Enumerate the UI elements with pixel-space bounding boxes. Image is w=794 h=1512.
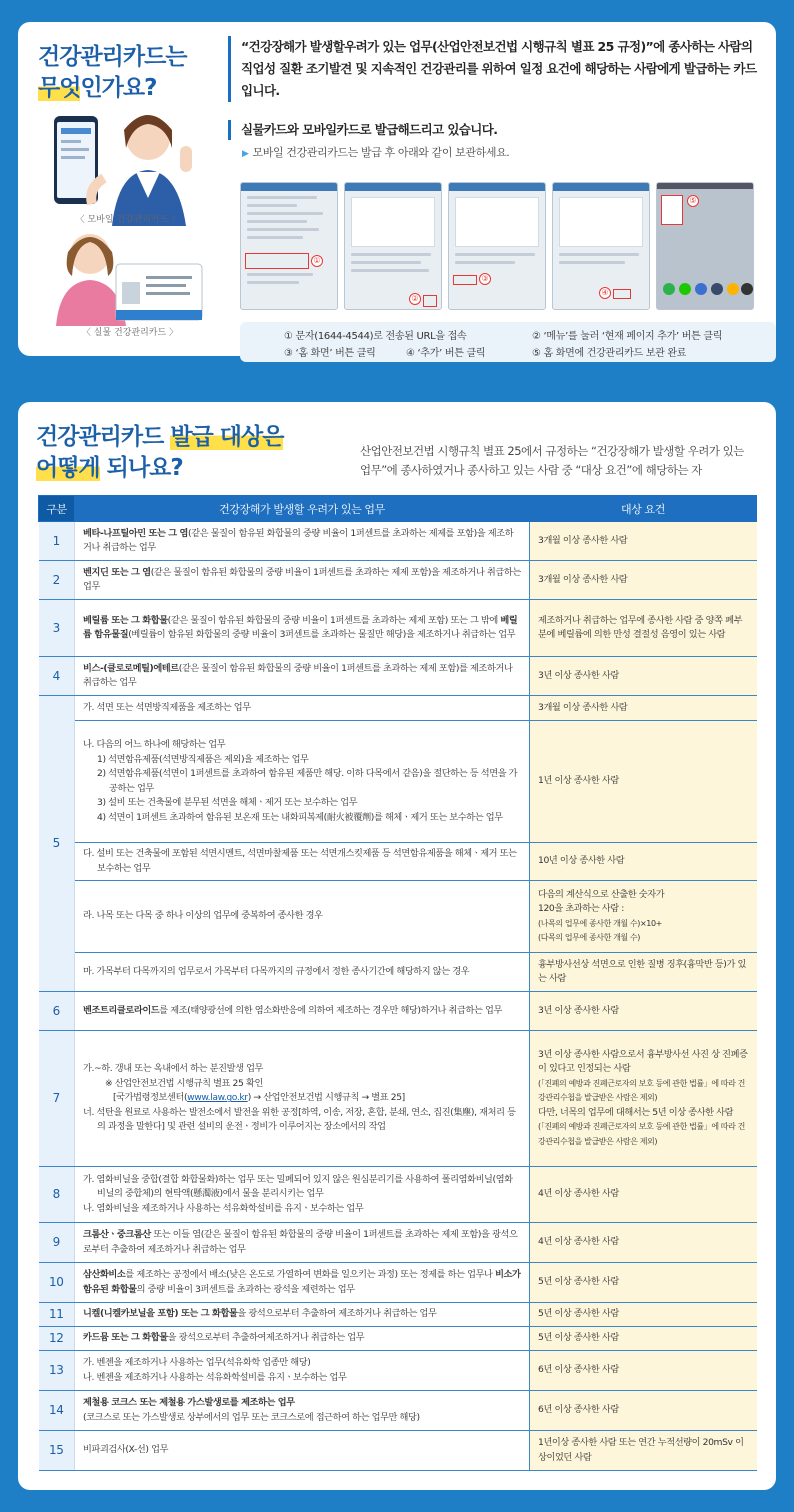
table-row: 라. 나목 또는 다목 중 하나 이상의 업무에 중복하여 종사한 경우 다음의 계산식으로 산출한 숫자가 120을 초과하는 사람 : (나목의 업무에 종사한 개월 수)×10+ (다목의 업무에 종사한 개월 수) [39,881,757,953]
issue-heading: 실물카드와 모바일카드로 발급해드리고 있습니다. [228,120,758,140]
header-work: 건강장해가 발생할 우려가 있는 업무 [75,496,530,522]
table-row: 9 크롬산ㆍ중크롬산 또는 이들 염(같은 물질이 함유된 화합물의 중량 비율이 1퍼센트를 초과하는 제제 포함)을 광석으로부터 추출하여 제조하거나 취급하는 업무 4년 이상 종사한 사람 [39,1223,757,1263]
issue-subtext: ▶ 모바일 건강관리카드는 발급 후 아래와 같이 보관하세요. [242,146,510,159]
intro-title: 건강관리카드는 무엇인가요? [38,44,187,101]
step-screen-4: ④ [552,182,650,310]
intro-card [18,22,776,359]
step-4: ④ ‘추가’ 버튼 클릭 [406,348,486,359]
table-row: 12 카드뮴 또는 그 화합물을 광석으로부터 추출하여제조하거나 취급하는 업무 5년 이상 종사한 사람 [39,1327,757,1351]
step-2: ② ‘메뉴’를 눌러 ‘현재 페이지 추가’ 버튼 클릭 [532,331,723,342]
step-screen-2: ② [344,182,442,310]
table-row: 1 베타-나프틸아민 또는 그 염(같은 물질이 함유된 화합물의 중량 비율이 1퍼센트를 초과하는 제제를 포함)을 제조하거나 취급하는 업무 3개월 이상 종사한 사람 [39,522,757,561]
step-screen-1: ① [240,182,338,310]
arrow-icon: ▶ [242,149,249,159]
table-row: 마. 가목부터 다목까지의 업무로서 가목부터 다목까지의 규정에서 정한 종사기간에 해당하지 않는 경우 흉부방사선상 석면으로 인한 질병 징후(흉막반 등)가 있는 사람 [39,953,757,992]
table-row: 14 제철용 코크스 또는 제철용 가스발생로를 제조하는 업무 (코크스로 또는 가스발생로 상부에서의 업무 또는 코크스로에 접근하여 하는 업무만 해당) 6년 이상 종사한 사람 [39,1391,757,1431]
header-no: 구분 [39,496,75,522]
physical-card-illustration [46,226,210,326]
table-row: 4 비스-(클로로메틸)에테르(같은 물질이 함유된 화합물의 중량 비율이 1퍼센트를 초과하는 제제 포함)를 제조하거나 취급하는 업무 3년 이상 종사한 사람 [39,657,757,696]
steps-legend [240,322,776,362]
table-row: 다. 설비 또는 건축물에 포함된 석면시멘트, 석면마찰제품 또는 석면개스킷제품 등 석면함유제품을 해체ㆍ제거 또는 보수하는 업무 10년 이상 종사한 사람 [39,843,757,881]
table-row: 10 삼산화비소를 제조하는 공정에서 배소(낮은 온도로 가열하여 변화를 일으키는 과정) 또는 정제를 하는 업무나 비소가 함유된 화합물의 중량 비율이 3퍼센트를 초과하는 광석을 제련하는 업무 5년 이상 종사한 사람 [39,1263,757,1303]
mobile-card-illustration [48,108,208,226]
intro-text-block [228,36,758,160]
table-row: 나. 다음의 어느 하나에 해당하는 업무 1) 석면함유제품(석면방직제품은 제외)을 제조하는 업무 2) 석면함유제품(석면이 1퍼센트를 초과하여 함유된 제품만 해당. 이하 다목에서 같음)을 절단하는 등 석면을 가공하는 업무 3) 설비 또는 건축물에 분무된 석면을 해체ㆍ제거 또는 보수하는 업무 4) 석면이 1퍼센트 초과하여 함유된 보온재 또는 내화피복제(耐火被覆劑)를 해체ㆍ제거 또는 보수하는 업무 1년 이상 종사한 사람 [39,721,757,843]
table-row: 6 벤조트리클로라이드를 제조(태양광선에 의한 염소화반응에 의하여 제조하는 경우만 해당)하거나 취급하는 업무 3년 이상 종사한 사람 [39,992,757,1031]
mobile-steps-screenshots [240,182,776,312]
table-row: 13 가. 벤젠을 제조하거나 사용하는 업무(석유화학 업종만 해당) 나. 벤젠을 제조하거나 사용하는 석유화학설비를 유지ㆍ보수하는 업무 6년 이상 종사한 사람 [39,1351,757,1391]
table-row: 7 가.~하. 갱내 또는 옥내에서 하는 분진발생 업무 ※ 산업안전보건법 시행규칙 별표 25 확인 [국가법령정보센터(www.law.go.kr) → 산업안전보건법 시행규칙 → 별표 25] 너. 석탄을 원료로 사용하는 발전소에서 발전을 위한 공정[하역, 이송, 저장, 혼합, 분쇄, 연소, 집진(集塵), 재처리 등의 과정을 말한다] 및 관련 설비의 운전ㆍ정비가 이루어지는 장소에서의 작업 3년 이상 종사한 사람으로서 흉부방사선 사진 상 진폐증이 있다고 인정되는 사람 (「진폐의 예방과 진폐근로자의 보호 등에 관한 법률」에 따라 건강관리수첩을 발급받은 사람은 제외) 다만, 너목의 업무에 대해서는 5년 이상 종사한 사람 (「진폐의 예방과 진폐근로자의 보호 등에 관한 법률」에 따라 건강관리수첩을 발급받은 사람은 제외) [39,1031,757,1167]
step-5: ⑤ 홈 화면에 건강관리카드 보관 완료 [532,348,687,359]
table-row: 11 니켈(니켈카보닐을 포함) 또는 그 화합물을 광석으로부터 추출하여 제조하거나 취급하는 업무 5년 이상 종사한 사람 [39,1303,757,1327]
mobile-card-caption: 〈 모바일 건강관리카드 〉 [75,215,181,225]
eligibility-card [18,402,776,1490]
law-link[interactable]: www.law.go.kr [187,1092,248,1104]
step-screen-5: ⑤ [656,182,754,310]
table-row: 2 벤지딘 또는 그 염(같은 물질이 함유된 화합물의 중량 비율이 1퍼센트를 초과하는 제제 포함)을 제조하거나 취급하는 업무 3개월 이상 종사한 사람 [39,561,757,600]
step-screen-3: ③ [448,182,546,310]
table-row: 3 베릴륨 또는 그 화합물(같은 물질이 함유된 화합물의 중량 비율이 1퍼센트를 초과하는 제제 포함) 또는 그 밖에 베릴륨 함유물질(베릴륨이 함유된 화합물의 중량 비율이 3퍼센트를 초과하는 물질만 해당)을 제조하거나 취급하는 업무 제조하거나 취급하는 업무에 종사한 사람 중 양쪽 폐부분에 베릴륨에 의한 만성 결절성 음영이 있는 사람 [39,600,757,657]
eligibility-description: 산업안전보건법 시행규칙 별표 25에서 규정하는 “건강장해가 발생할 우려가 있는 업무”에 종사하였거나 종사하고 있는 사람 중 “대상 요건”에 해당하는 자 [360,444,744,477]
header-requirement: 대상 요건 [530,496,757,522]
intro-quote: “건강장해가 발생할우려가 있는 업무(산업안전보건법 시행규칙 별표 25 규정)”에 종사하는 사람의 직업성 질환 조기발견 및 지속적인 건강관리를 위하여 일정 요건에 해당하는 사람에게 발급하는 카드입니다. [228,36,758,102]
eligibility-title: 건강관리카드 발급 대상은 어떻게 되나요? [36,424,284,481]
table-row: 5 가. 석면 또는 석면방직제품을 제조하는 업무 3개월 이상 종사한 사람 [39,696,757,721]
table-row: 8 가. 염화비닐을 중합(결합 화합물화)하는 업무 또는 밀폐되어 있지 않은 원심분리기를 사용하여 폴리염화비닐(염화비닐의 중합체)의 현탁액(懸濁液)에서 물을 분리시키는 업무 나. 염화비닐을 제조하거나 사용하는 석유화학설비를 유지ㆍ보수하는 업무 4년 이상 종사한 사람 [39,1167,757,1223]
step-1: ① 문자(1644-4544)로 전송된 URL을 접속 [284,331,467,342]
physical-card-caption: 〈 실물 건강관리카드 〉 [81,328,179,338]
eligibility-table [38,495,757,1471]
step-3: ③ ‘홈 화면’ 버튼 클릭 [284,348,376,359]
table-row: 15 비파괴검사(X-선) 업무 1년이상 종사한 사람 또는 연간 누적선량이 20mSv 이상이었던 사람 [39,1431,757,1471]
